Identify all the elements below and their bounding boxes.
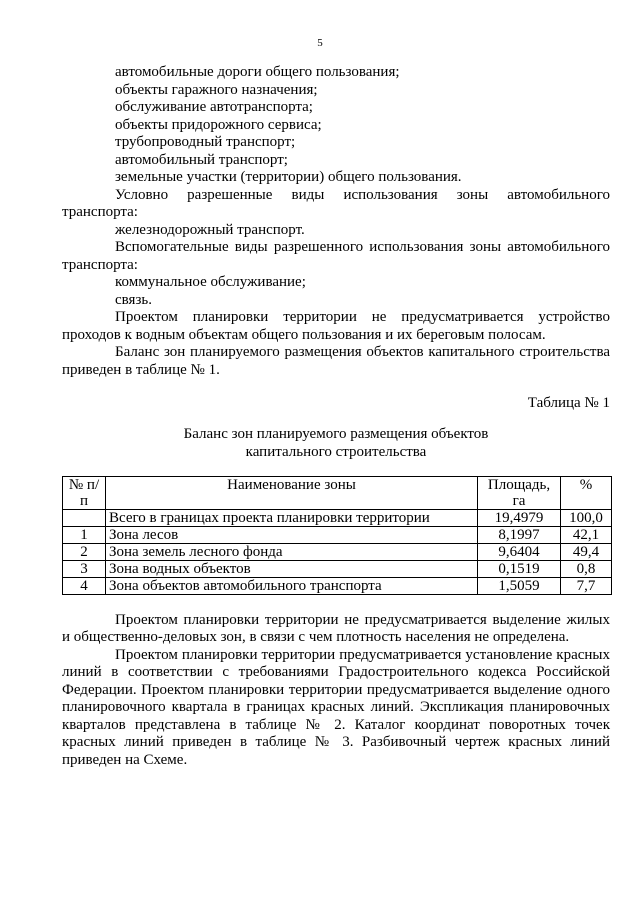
cell-area: 9,6404 bbox=[478, 543, 561, 560]
list-item: объекты придорожного сервиса; bbox=[115, 116, 322, 133]
table-title-line: капитального строительства bbox=[245, 443, 427, 460]
list-item: автомобильные дороги общего пользования; bbox=[115, 64, 400, 80]
document-body bbox=[62, 64, 610, 769]
conditional-uses-heading-cont: транспорта: bbox=[62, 204, 138, 220]
header-name: Наименование зоны bbox=[106, 476, 478, 509]
table-caption: Таблица № 1 bbox=[527, 395, 610, 411]
table-header-row bbox=[63, 476, 612, 509]
auxiliary-uses-heading: Вспомогательные виды разрешенного использования зоны автомобильного bbox=[115, 239, 610, 255]
cell-area: 1,5059 bbox=[478, 577, 561, 594]
cell-name: Зона лесов bbox=[106, 526, 478, 543]
list-item: коммунальное обслуживание; bbox=[115, 274, 306, 290]
auxiliary-uses-heading-cont: транспорта: bbox=[62, 256, 138, 273]
cell-name: Зона земель лесного фонда bbox=[106, 543, 478, 560]
balance-table bbox=[62, 476, 612, 595]
table-row bbox=[63, 526, 612, 543]
balance-paragraph: Баланс зон планируемого размещения объектов капитального строительства bbox=[115, 344, 610, 360]
cell-num bbox=[63, 509, 106, 526]
cell-num: 2 bbox=[63, 543, 106, 560]
water-access-paragraph-cont: проходов к водным объектам общего пользования и их береговым полосам. bbox=[62, 326, 546, 343]
table-title-line: Баланс зон планируемого размещения объектов bbox=[183, 425, 489, 442]
cell-name: Всего в границах проекта планировки территории bbox=[106, 509, 478, 526]
water-access-paragraph: Проектом планировки территории не предусматривается устройство bbox=[115, 309, 610, 325]
table-total-row bbox=[63, 509, 612, 526]
cell-pct: 100,0 bbox=[561, 509, 612, 526]
cell-pct: 49,4 bbox=[561, 543, 612, 560]
table-row bbox=[63, 543, 612, 560]
cell-pct: 42,1 bbox=[561, 526, 612, 543]
balance-paragraph-cont: приведен в таблице № 1. bbox=[62, 361, 220, 378]
cell-num: 4 bbox=[63, 577, 106, 594]
header-pct: % bbox=[561, 476, 612, 509]
list-item: железнодорожный транспорт. bbox=[115, 221, 305, 238]
conditional-uses-heading: Условно разрешенные виды использования зоны автомобильного bbox=[115, 186, 610, 203]
page-number: 5 bbox=[317, 37, 323, 49]
table-row bbox=[63, 560, 612, 577]
cell-num: 3 bbox=[63, 560, 106, 577]
cell-area: 8,1997 bbox=[478, 526, 561, 543]
cell-pct: 7,7 bbox=[561, 577, 612, 594]
cell-area: 19,4979 bbox=[478, 509, 561, 526]
table-row bbox=[63, 577, 612, 594]
list-item: трубопроводный транспорт; bbox=[115, 134, 296, 150]
cell-name: Зона объектов автомобильного транспорта bbox=[106, 577, 478, 594]
cell-area: 0,1519 bbox=[478, 560, 561, 577]
table-title bbox=[62, 425, 610, 461]
density-paragraph: Проектом планировки территории не предусматривается выделение жилых и общественно-деловых зон, в связи с чем плотность населения не определена. bbox=[62, 611, 610, 645]
permitted-uses-list bbox=[62, 64, 610, 187]
list-item: объекты гаражного назначения; bbox=[115, 81, 318, 98]
header-num: № п/п bbox=[63, 476, 106, 509]
list-item: связь. bbox=[115, 291, 152, 308]
cell-num: 1 bbox=[63, 526, 106, 543]
cell-name: Зона водных объектов bbox=[106, 560, 478, 577]
red-lines-paragraph: Проектом планировки территории предусматривается установление красных линий в соответствии с требованиями Градостроительного кодекса Российской Федерации. Проектом планировки территории предусматривается выделение одного планировочного квартала в границах красных линий. Экспликация планировочных кварталов представлена в таблице № 2. Каталог координат поворотных точек красных линий приведен в таблице № 3. Разбивочный чертеж красных линий приведен на Схеме. bbox=[62, 646, 610, 768]
header-area: Площадь, га bbox=[478, 476, 561, 509]
cell-pct: 0,8 bbox=[561, 560, 612, 577]
list-item: обслуживание автотранспорта; bbox=[115, 99, 313, 115]
list-item: земельные участки (территории) общего пользования. bbox=[115, 169, 462, 185]
list-item: автомобильный транспорт; bbox=[115, 151, 288, 168]
